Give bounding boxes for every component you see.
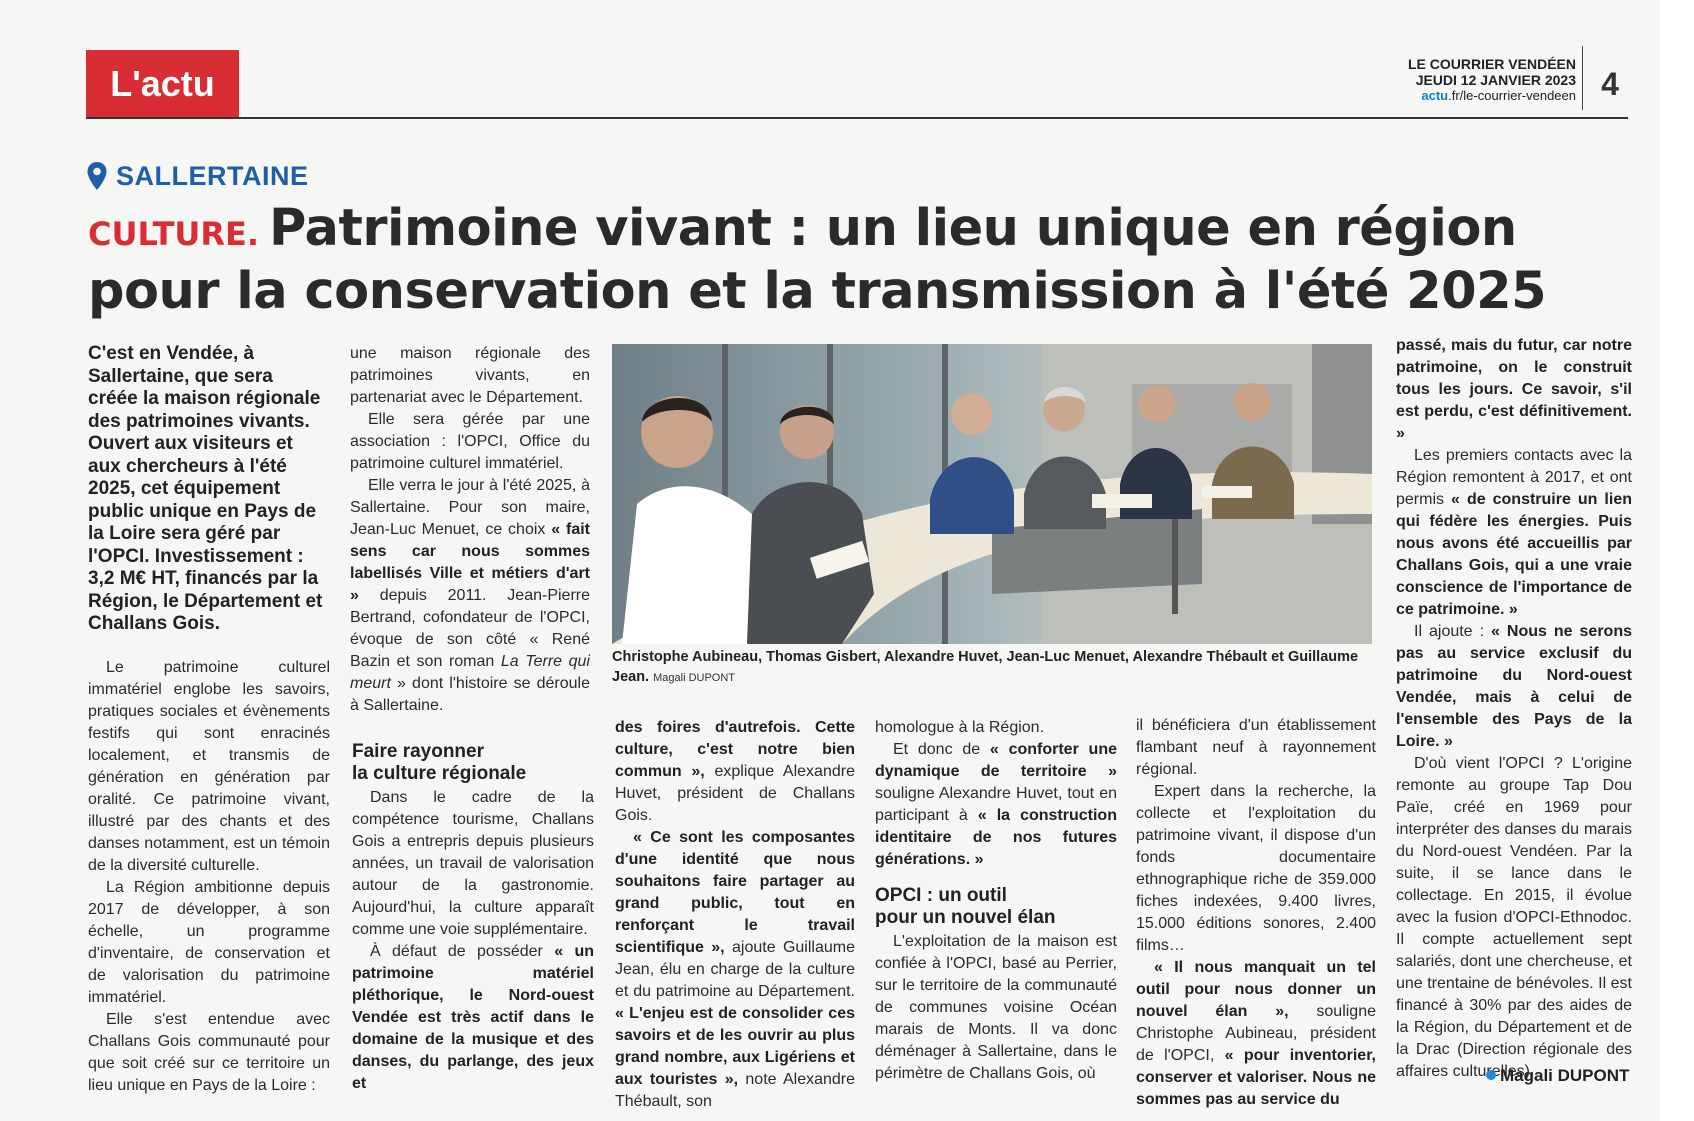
text-run: Elle verra le jour à l'été 2025, à Sallertaine. Pour son maire, Jean-Luc Menuet, ce choix: [350, 477, 590, 538]
column-2-continued: [352, 737, 594, 1095]
section-ribbon: L'actu: [86, 50, 239, 118]
quote: « un patrimoine matériel pléthorique, le Nord-ouest Vendée est très actif dans le domaine de la musique et des danses, du parlange, des jeux et: [352, 943, 595, 1092]
paragraph: Elle s'est entendue avec Challans Gois communauté pour que soit créé sur ce territoire un lieu unique en Pays de la Loire :: [88, 1011, 330, 1094]
paragraph: Dans le cadre de la compétence tourisme, Challans Gois a entrepris depuis plusieurs années, un travail de valorisation autour de la gastronomie. Aujourd'hui, la culture apparaît comme une voie supplémentaire.: [352, 789, 594, 938]
quote: passé, mais du futur, car notre patrimoine, on le construit tous les jours. Ce savoir, s'il est perdu, c'est définitivement. »: [1396, 337, 1632, 442]
masthead-divider: [1582, 46, 1583, 110]
photo-caption: [612, 647, 1374, 688]
paragraph: une maison régionale des patrimoines vivants, en partenariat avec le Département.: [350, 345, 590, 406]
paragraph: Elle sera gérée par une association : l'OPCI, Office du patrimoine culturel immatériel.: [350, 411, 590, 472]
subheading: [352, 741, 594, 785]
paragraph: [875, 739, 1117, 871]
quote: « Nous ne serons pas au service exclusif du patrimoine du Nord-ouest Vendée, mais à celui de l'ensemble des Pays de la Loire. »: [1396, 623, 1632, 750]
text-run: Il ajoute :: [1414, 623, 1485, 640]
location-pin-icon: [86, 161, 108, 191]
paragraph: homologue à la Région.: [875, 719, 1045, 736]
paragraph: il bénéficiera d'un établissement flambant neuf à rayonnement régional.: [1136, 717, 1376, 778]
paragraph: La Région ambitionne depuis 2017 de développer, à son échelle, un programme d'inventaire, de conservation et de valorisation du patrimoine immatériel.: [88, 879, 330, 1006]
book-title: La Terre qui meurt: [350, 653, 590, 692]
article-lead: C'est en Vendée, à Sallertaine, que sera créée la maison régionale des patrimoines vivants. Ouvert aux visiteurs et aux chercheurs à l'été 2025, cet équipement public unique en Pays de la Loire sera géré par l'OPCI. Investissement : 3,2 M€ HT, financés par la Région, le Département et Challans Gois.: [88, 343, 323, 634]
quote: « Il nous manquait un tel outil pour nous donner un nouvel élan »,: [1136, 959, 1376, 1020]
text-run: Les premiers contacts avec la Région remontent à 2017, et ont permis: [1396, 447, 1632, 508]
quote: « fait sens car nous sommes labellisés Ville et métiers d'art »: [350, 521, 591, 604]
paragraph: [1396, 445, 1632, 621]
paragraph: [352, 941, 594, 1095]
caption-text: Christophe Aubineau, Thomas Gisbert, Alexandre Huvet, Jean-Luc Menuet, Alexandre Thébault et Guillaume Jean.: [612, 649, 1359, 685]
quote: « pour inventorier, conserver et valoriser. Nous ne sommes pas au service du: [1136, 1047, 1376, 1108]
text-run: À défaut de posséder: [370, 943, 543, 960]
paragraph: [1136, 957, 1376, 1111]
subheading-line: OPCI : un outil: [875, 885, 1007, 906]
column-2: [350, 343, 590, 717]
paragraph: Le patrimoine culturel immatériel englobe les savoirs, pratiques sociales et évènements festifs qui sont enracinés localement, et transmis de génération en génération par oralité. Ce patrimoine vivant, illustré par des chants et des danses notamment, est un témoin de la diversité culturelle.: [88, 659, 330, 874]
publication-date: JEUDI 12 JANVIER 2023: [1415, 72, 1576, 88]
website-url[interactable]: [1320, 88, 1576, 104]
quote: « la construction identitaire de nos futures générations. »: [875, 807, 1117, 868]
headline-line-1: Patrimoine vivant : un lieu unique en région: [269, 199, 1517, 258]
quote: « L'enjeu est de consolider ces savoirs et de les ouvrir au plus grand nombre, aux Ligériens et aux touristes »,: [615, 1005, 855, 1088]
headline-line-2: pour la conservation et la transmission à l'été 2025: [88, 262, 1547, 321]
article-photo: [612, 344, 1372, 644]
location-name: SALLERTAINE: [116, 160, 309, 191]
newspaper-name: LE COURRIER VENDÉEN: [1407, 56, 1576, 72]
paragraph: [615, 827, 855, 1113]
paragraph: [1396, 335, 1632, 445]
spacer: [875, 871, 1117, 881]
quote: « conforter une dynamique de territoire »: [875, 741, 1117, 780]
page-number: 4: [1601, 66, 1619, 102]
column-5: [1136, 715, 1376, 1111]
masthead: [1320, 56, 1576, 104]
subheading: [875, 885, 1117, 929]
article-headline: [88, 200, 1608, 321]
subheading-line: Faire rayonner: [352, 741, 484, 762]
column-1: [88, 657, 330, 1097]
meeting-photo-illustration: [612, 344, 1372, 644]
quote: des foires d'autrefois. Cette culture, c'est notre bien commun »,: [615, 719, 855, 780]
paragraph: [350, 475, 590, 717]
url-brand: actu: [1421, 88, 1449, 103]
text-run: » dont l'histoire se déroule à Sallertaine.: [350, 675, 590, 714]
photo-credit: Magali DUPONT: [653, 672, 736, 684]
text-run: Et donc de: [893, 741, 981, 758]
subheading-line: la culture régionale: [352, 763, 527, 784]
paragraph: Expert dans la recherche, la collecte et l'exploitation du patrimoine vivant, il dispose d'un fonds documentaire ethnographique riche de 359.000 fiches indexées, 9.400 livres, 15.000 éditions sonores, 2.400 films…: [1136, 783, 1376, 954]
text-run: depuis 2011. Jean-Pierre Bertrand, cofondateur de l'OPCI, évoque de son côté « René Bazin et son roman: [350, 587, 590, 670]
paragraph: [1396, 621, 1632, 753]
text-run: ajoute Guillaume Jean, élu en charge de la culture et du patrimoine au Département.: [615, 939, 855, 1000]
subheading-line: pour un nouvel élan: [875, 907, 1056, 928]
text-run: souligne Alexandre Huvet, tout en participant à: [875, 785, 1117, 824]
author-signature: Magali DUPONT: [1486, 1066, 1629, 1086]
quote: « Ce sont les composantes d'une identité que nous souhaitons faire partager au grand public, tout en renforçant le travail scientifique »,: [615, 829, 855, 956]
paragraph: [615, 717, 855, 827]
paragraph: L'exploitation de la maison est confiée à l'OPCI, basé au Perrier, sur le territoire de la communauté de communes voisine Océan marais de Monts. Il va donc déménager à Sallertaine, dans le périmètre de Challans Gois, où: [875, 933, 1117, 1082]
text-run: souligne Christophe Aubineau, président de l'OPCI,: [1136, 1003, 1376, 1064]
location-tag: [86, 160, 309, 192]
column-3: [615, 717, 855, 1113]
text-run: note Alexandre Thébault, son: [615, 1071, 856, 1110]
url-path: .fr/le-courrier-vendeen: [1448, 88, 1576, 103]
paragraph: D'où vient l'OPCI ? L'origine remonte au groupe Tap Dou Païe, créé en 1969 pour interpréter des danses du marais du Nord-ouest Vendéen. Par la suite, il se lance dans le collectage. En 2015, il évolue avec la fusion d'OPCI-Ethnodoc. Il compte actuellement sept salariés, dont une chercheuse, et une trentaine de bénévoles. Il est financé à 30% par des aides de la Région, du Département et de la Drac (Direction régionale des affaires culturelles).: [1396, 755, 1632, 1080]
header-rule: [86, 117, 1628, 119]
column-4: [875, 717, 1117, 1085]
quote: « de construire un lien qui fédère les énergies. Puis nous avons été accueillis par Challans Gois, qui a une vraie conscience de l'importance de ce patrimoine. »: [1396, 491, 1632, 618]
column-6: [1396, 335, 1632, 1083]
text-run: explique Alexandre Huvet, président de Challans Gois.: [615, 763, 855, 824]
headline-kicker: CULTURE.: [88, 215, 260, 253]
